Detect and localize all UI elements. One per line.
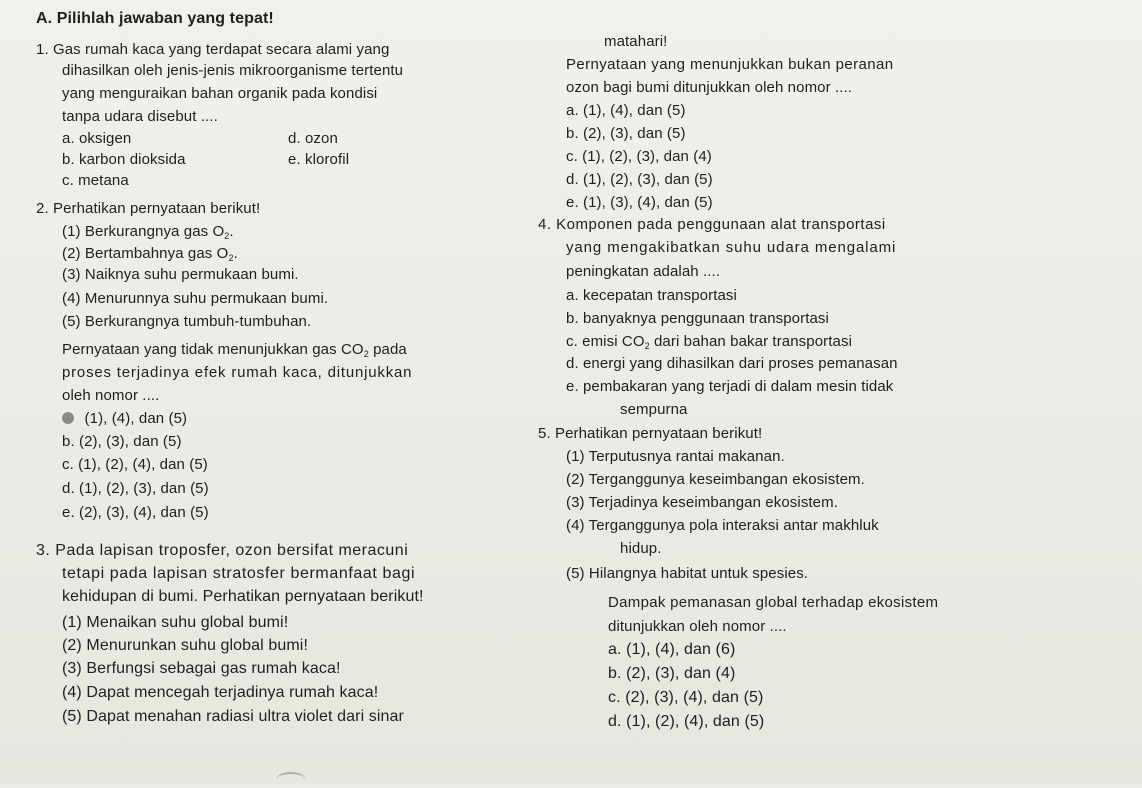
q5-option-d: d. (1), (2), (4), dan (5) bbox=[608, 713, 765, 730]
subscript-2: 2 bbox=[363, 349, 369, 359]
q2-option-e: e. (2), (3), (4), dan (5) bbox=[62, 504, 209, 521]
q1-stem-line: 1. Gas rumah kaca yang terdapat secara alami yang bbox=[36, 41, 390, 58]
q2-question-line: oleh nomor .... bbox=[62, 387, 160, 404]
q2-item: (3) Naiknya suhu permukaan bumi. bbox=[62, 266, 299, 283]
q2-question-text: Pernyataan yang tidak menunjukkan gas CO bbox=[62, 341, 364, 358]
q2-option-c: c. (1), (2), (4), dan (5) bbox=[62, 456, 208, 473]
q5-item-line: hidup. bbox=[620, 540, 662, 557]
q1-option-c: c. metana bbox=[62, 172, 129, 189]
q4-option-d: d. energi yang dihasilkan dari proses pemanasan bbox=[566, 355, 898, 372]
q3-item: (4) Dapat mencegah terjadinya rumah kaca! bbox=[62, 684, 379, 701]
q5-option-c: c. (2), (3), (4), dan (5) bbox=[608, 689, 764, 706]
q4-option-b: b. banyaknya penggunaan transportasi bbox=[566, 310, 829, 327]
q1-option-b: b. karbon dioksida bbox=[62, 151, 186, 168]
q5-option-b: b. (2), (3), dan (4) bbox=[608, 665, 736, 682]
q3-option-b: b. (2), (3), dan (5) bbox=[566, 125, 686, 142]
q5-stem: 5. Perhatikan pernyataan berikut! bbox=[538, 425, 763, 442]
q3-stem-line: 3. Pada lapisan troposfer, ozon bersifat meracuni bbox=[36, 542, 409, 559]
q2-question-text: pada bbox=[368, 341, 407, 358]
q1-stem-line: yang menguraikan bahan organik pada kondisi bbox=[62, 85, 378, 102]
q2-item: (4) Menurunnya suhu permukaan bumi. bbox=[62, 290, 329, 307]
q5-item: (3) Terjadinya keseimbangan ekosistem. bbox=[566, 494, 838, 511]
cropped-text-fragment bbox=[276, 772, 306, 788]
q3-item: (5) Dapat menahan radiasi ultra violet dari sinar bbox=[62, 708, 404, 725]
q2-item-text: (2) Bertambahnya gas O bbox=[62, 245, 229, 262]
q1-option-e: e. klorofil bbox=[288, 151, 350, 168]
q1-option-a: a. oksigen bbox=[62, 130, 132, 147]
subscript-2: 2 bbox=[644, 341, 650, 351]
q5-item: (4) Terganggunya pola interaksi antar makhluk bbox=[566, 517, 879, 534]
q4-option-c-text: c. emisi CO bbox=[566, 333, 645, 350]
subscript-2: 2 bbox=[224, 231, 230, 241]
q3-option-c: c. (1), (2), (3), dan (4) bbox=[566, 148, 712, 165]
q3-option-e: e. (1), (3), (4), dan (5) bbox=[566, 194, 713, 211]
answer-mark-icon bbox=[62, 412, 74, 424]
q2-item: (2) Bertambahnya gas $O_2$. bbox=[62, 245, 238, 263]
q2-option-a bbox=[62, 410, 187, 428]
q3-question-line: ozon bagi bumi ditunjukkan oleh nomor .... bbox=[566, 79, 853, 96]
q4-option-a: a. kecepatan transportasi bbox=[566, 287, 737, 304]
q5-item: (2) Terganggunya keseimbangan ekosistem. bbox=[566, 471, 865, 488]
q2-question bbox=[62, 341, 407, 359]
q2-item: (5) Berkurangnya tumbuh-tumbuhan. bbox=[62, 313, 312, 330]
q2-question-line: proses terjadinya efek rumah kaca, ditunjukkan bbox=[62, 364, 413, 381]
subscript-2: 2 bbox=[228, 253, 234, 263]
q4-stem-line: peningkatan adalah .... bbox=[566, 263, 721, 280]
q4-option-c-text: dari bahan bakar transportasi bbox=[649, 333, 853, 350]
q4-option-c bbox=[566, 333, 852, 351]
q3-item: (2) Menurunkan suhu global bumi! bbox=[62, 637, 309, 654]
q2-stem: 2. Perhatikan pernyataan berikut! bbox=[36, 200, 261, 217]
q2-option-d: d. (1), (2), (3), dan (5) bbox=[62, 480, 209, 497]
q3-item: (1) Menaikan suhu global bumi! bbox=[62, 614, 289, 631]
q4-stem-line: yang mengakibatkan suhu udara mengalami bbox=[566, 239, 897, 256]
q3-question-line: Pernyataan yang menunjukkan bukan peranan bbox=[566, 56, 894, 73]
q2-option-b: b. (2), (3), dan (5) bbox=[62, 433, 182, 450]
q1-option-d: d. ozon bbox=[288, 130, 338, 147]
q1-stem-line: dihasilkan oleh jenis-jenis mikroorganisme tertentu bbox=[62, 62, 404, 79]
q3-stem-line: kehidupan di bumi. Perhatikan pernyataan berikut! bbox=[62, 588, 424, 605]
q2-item: (1) Berkurangnya gas $O_2$. bbox=[62, 223, 234, 241]
q3-option-d: d. (1), (2), (3), dan (5) bbox=[566, 171, 713, 188]
q5-question-line: ditunjukkan oleh nomor .... bbox=[608, 618, 787, 635]
q4-option-e: e. pembakaran yang terjadi di dalam mesin tidak bbox=[566, 378, 894, 395]
q5-item: (1) Terputusnya rantai makanan. bbox=[566, 448, 785, 465]
q5-question-line: Dampak pemanasan global terhadap ekosistem bbox=[608, 594, 939, 611]
q4-stem-line: 4. Komponen pada penggunaan alat transportasi bbox=[538, 216, 886, 233]
q2-option-a-text: (1), (4), dan (5) bbox=[84, 410, 188, 427]
q3-stem-line: tetapi pada lapisan stratosfer bermanfaat bagi bbox=[62, 565, 416, 582]
q3-item: (3) Berfungsi sebagai gas rumah kaca! bbox=[62, 660, 341, 677]
q3-option-a: a. (1), (4), dan (5) bbox=[566, 102, 686, 119]
q3-continuation: matahari! bbox=[604, 33, 668, 50]
q4-option-e-line: sempurna bbox=[620, 401, 688, 418]
q5-item: (5) Hilangnya habitat untuk spesies. bbox=[566, 565, 809, 582]
q1-stem-line: tanpa udara disebut .... bbox=[62, 108, 218, 125]
q2-item-text: (1) Berkurangnya gas O bbox=[62, 223, 225, 240]
section-title: A. Pilihlah jawaban yang tepat! bbox=[36, 10, 274, 27]
q5-option-a: a. (1), (4), dan (6) bbox=[608, 641, 736, 658]
